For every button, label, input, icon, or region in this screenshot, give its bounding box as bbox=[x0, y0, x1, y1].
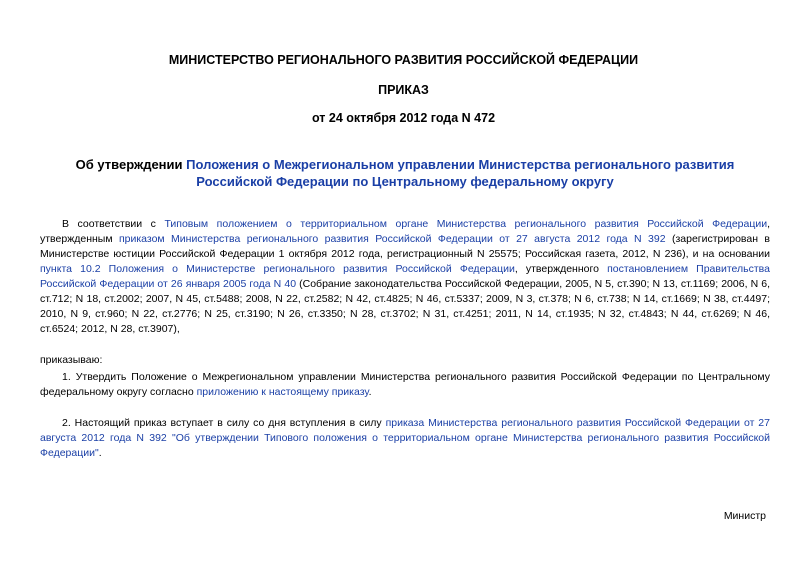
preamble-text-3: (зарегистрирован в Министерстве юстиции Российской Федерации 1 октября 2012 года, регистрационный N 25575; Российская газета, 2012, N 236), и на основании bbox=[40, 233, 771, 260]
preamble-text-2: , утвержденным bbox=[40, 218, 770, 245]
item-1-text: 1. Утвердить Положение о Межрегиональном управлении Министерства регионального развития Российской Федерации по Центральному федеральному округу согласно bbox=[40, 371, 770, 398]
subject-link[interactable]: Положения о Межрегиональном управлении Министерства регионального развития Российской Федерации по Центральному федеральному округу bbox=[186, 157, 735, 189]
clause-10-2-link[interactable]: пункта 10.2 Положения о Министерстве регионального развития Российской Федерации bbox=[40, 263, 515, 275]
document-subject bbox=[40, 156, 770, 190]
appendix-link[interactable]: приложению к настоящему приказу bbox=[196, 386, 369, 398]
item-2-end: . bbox=[98, 447, 102, 459]
item-1-end: . bbox=[368, 386, 372, 398]
order-392-title-link[interactable]: приказа Министерства регионального развития Российской Федерации от 27 августа 2012 года N 392 "Об утверждении Типового положения о территориальном органе Министерства регионального развития Российской Федерации" bbox=[40, 417, 770, 459]
government-decree-40-link[interactable]: постановлением Правительства Российской Федерации от 26 января 2005 года N 40 bbox=[40, 263, 770, 290]
preamble-text-1: В соответствии с bbox=[62, 218, 165, 230]
subject-prefix: Об утверждении bbox=[75, 157, 187, 172]
signature-title: Министр bbox=[723, 510, 766, 522]
order-word: приказываю: bbox=[40, 354, 103, 366]
document-type: ПРИКАЗ bbox=[378, 83, 429, 97]
item-1-paragraph bbox=[40, 370, 770, 400]
typical-regulation-link[interactable]: Типовым положением о территориальном органе Министерства регионального развития Российской Федерации bbox=[164, 218, 768, 230]
preamble-paragraph bbox=[40, 217, 770, 337]
item-2-paragraph bbox=[40, 416, 770, 461]
document-date-number: от 24 октября 2012 года N 472 bbox=[311, 111, 496, 125]
order-392-link[interactable]: приказом Министерства регионального развития Российской Федерации от 27 августа 2012 года N 392 bbox=[118, 233, 666, 245]
ministry-heading: МИНИСТЕРСТВО РЕГИОНАЛЬНОГО РАЗВИТИЯ РОССИЙСКОЙ ФЕДЕРАЦИИ bbox=[168, 53, 639, 67]
preamble-text-4: , утвержденного bbox=[514, 263, 608, 275]
preamble-text-5: (Собрание законодательства Российской Федерации, 2005, N 5, ст.390; N 13, ст.1169; 2006, N 6, ст.712; N 18, ст.2002; 2007, N 45, ст.5488; 2008, N 22, ст.2582; N 42, ст.4825; N 46, ст.5337; 2009, N 3, ст.378; N 6, ст.738; N 14, ст.1669; N 38, ст.4497; 2010, N 9, ст.960; N 22, ст.2776; N 25, ст.3190; N 26, ст.3350; N 28, ст.3702; N 31, ст.4251; 2011, N 14, ст.1935; N 32, ст.4843; N 44, ст.6269; N 46, ст.6524; 2012, N 28, ст.3907), bbox=[40, 278, 771, 335]
item-2-text: 2. Настоящий приказ вступает в силу со дня вступления в силу bbox=[62, 417, 386, 429]
